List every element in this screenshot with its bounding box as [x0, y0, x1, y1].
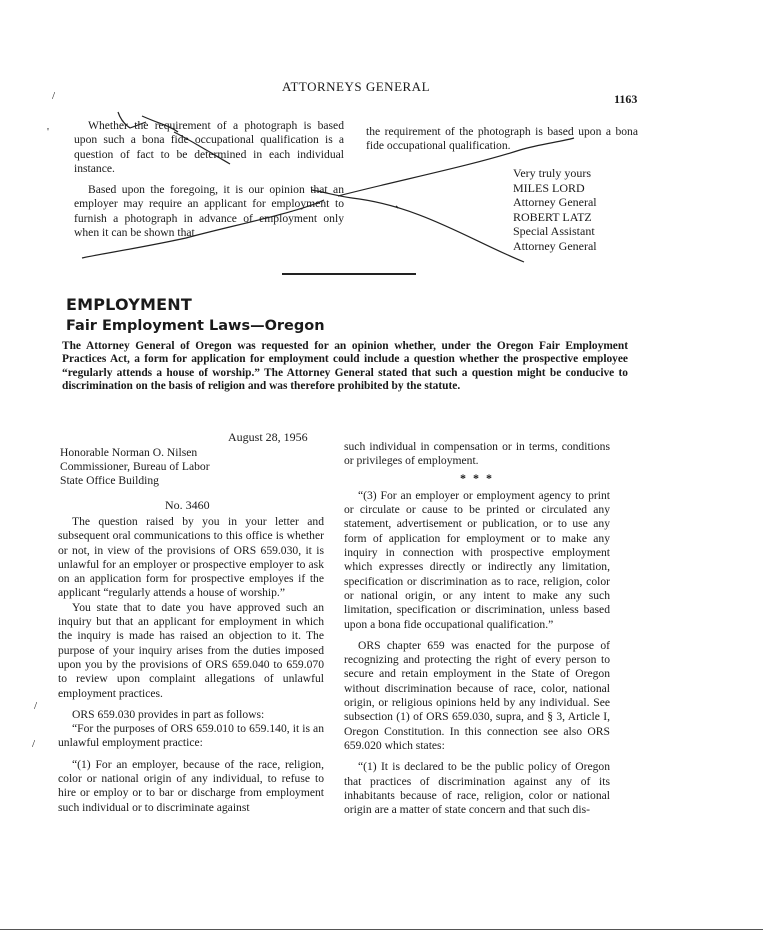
paragraph: “(3) For an employer or employment agency to print or circulate or cause to be printed or circulated any statement, advertisement or publication, or to use any form of application for employment or to make any inquiry in connection with prospective employment which expresses directly or indirectly any limitation, specification or discrimination as to race, religion, color or national origin, or any intent to make any such limitation, specification or discrimination, unless based upon a bona fide occupational qualification.”	[344, 488, 610, 631]
subsection-title: Fair Employment Laws—Oregon	[66, 318, 325, 334]
section-title: EMPLOYMENT	[66, 295, 192, 314]
page-number: 1163	[614, 92, 638, 106]
top-right-column	[366, 125, 638, 154]
signer-title: Attorney General	[513, 238, 597, 253]
paragraph: ORS 659.030 provides in part as follows:	[72, 707, 265, 721]
paragraph: “(1) It is declared to be the public policy of Oregon that practices of discrimination against any of its inhabitants because of race, religion, color or national origin are a matter of state concern and that such dis-	[344, 760, 610, 817]
signer-name: MILES LORD	[513, 180, 585, 195]
opinion-number: No. 3460	[165, 498, 210, 512]
bottom-edge-line	[0, 929, 763, 930]
right-column	[344, 440, 610, 817]
paragraph: Whether the requirement of a photograph is based upon such a bona fide occupational qualification is a question of fact to be determined in each individual instance.	[74, 119, 344, 175]
opinion-summary: The Attorney General of Oregon was requested for an opinion whether, under the Oregon Fair Employment Practices Act, a form for application for employment could include a question whether the prospective employee “regularly attends a house of worship.” The Attorney General stated that such a question might be conducive to discrimination on the basis of religion and was therefore prohibited by the statute.	[62, 340, 628, 393]
running-title: ATTORNEYS GENERAL	[282, 79, 431, 94]
margin-mark: '	[47, 126, 49, 138]
recipient-address	[60, 446, 210, 488]
margin-mark: /	[32, 738, 36, 750]
signer-name: ROBERT LATZ	[513, 209, 592, 224]
paragraph: “(1) For an employer, because of the race, religion, color or national origin of any individual, to refuse to hire or employ or to bar or discharge from employment such individual or to discriminate against	[58, 757, 324, 814]
top-left-column	[74, 119, 344, 240]
signature-closing: Very truly yours	[513, 166, 591, 180]
margin-mark: /	[52, 90, 56, 102]
letter-date: August 28, 1956	[228, 430, 308, 444]
paragraph: the requirement of the photograph is based upon a bona fide occupational qualification.	[366, 125, 638, 153]
paragraph: “For the purposes of ORS 659.010 to 659.140, it is an unlawful employment practice:	[58, 722, 324, 750]
left-column	[58, 515, 324, 815]
paragraph: The question raised by you in your letter and subsequent oral communications to this office is whether or not, in view of the provisions of ORS 659.030, it is unlawful for an employer or prospective employer to ask on an application form for prospective employes if the applicant “regularly attends a house of worship.”	[58, 515, 324, 600]
margin-mark: /	[34, 700, 38, 712]
address-line: State Office Building	[60, 474, 159, 487]
paragraph: Based upon the foregoing, it is our opinion that an employer may require an applicant for employment to furnish a photograph in advance of employment only when it can be shown that	[74, 183, 344, 240]
paragraph: ORS chapter 659 was enacted for the purpose of recognizing and protecting the right of every person to secure and retain employment in the State of Oregon without discrimination because of race, color, national origin, or religious opinions held by any individual. See subsection (1) of ORS 659.030, supra, and § 3, Article I, Oregon Constitution. In this connection see also ORS 659.020 which states:	[344, 638, 610, 752]
address-line: Honorable Norman O. Nilsen	[60, 446, 198, 459]
address-line: Commissioner, Bureau of Labor	[60, 460, 210, 473]
signer-title: Attorney General	[513, 195, 597, 210]
section-divider	[282, 273, 416, 275]
paragraph: such individual in compensation or in terms, conditions or privileges of employment.	[344, 440, 610, 468]
paragraph: You state that to date you have approved such an inquiry but that an applicant for employment in which the inquiry is made has raised an objection to it. The purpose of your inquiry arises from the duties imposed upon you by the provisions of ORS 659.040 to 659.070 to review upon complaint allegations of unlawful employment practices.	[58, 600, 324, 700]
signature-block	[513, 166, 597, 254]
ellipsis: * * *	[460, 470, 494, 485]
signer-title: Special Assistant	[513, 224, 595, 239]
